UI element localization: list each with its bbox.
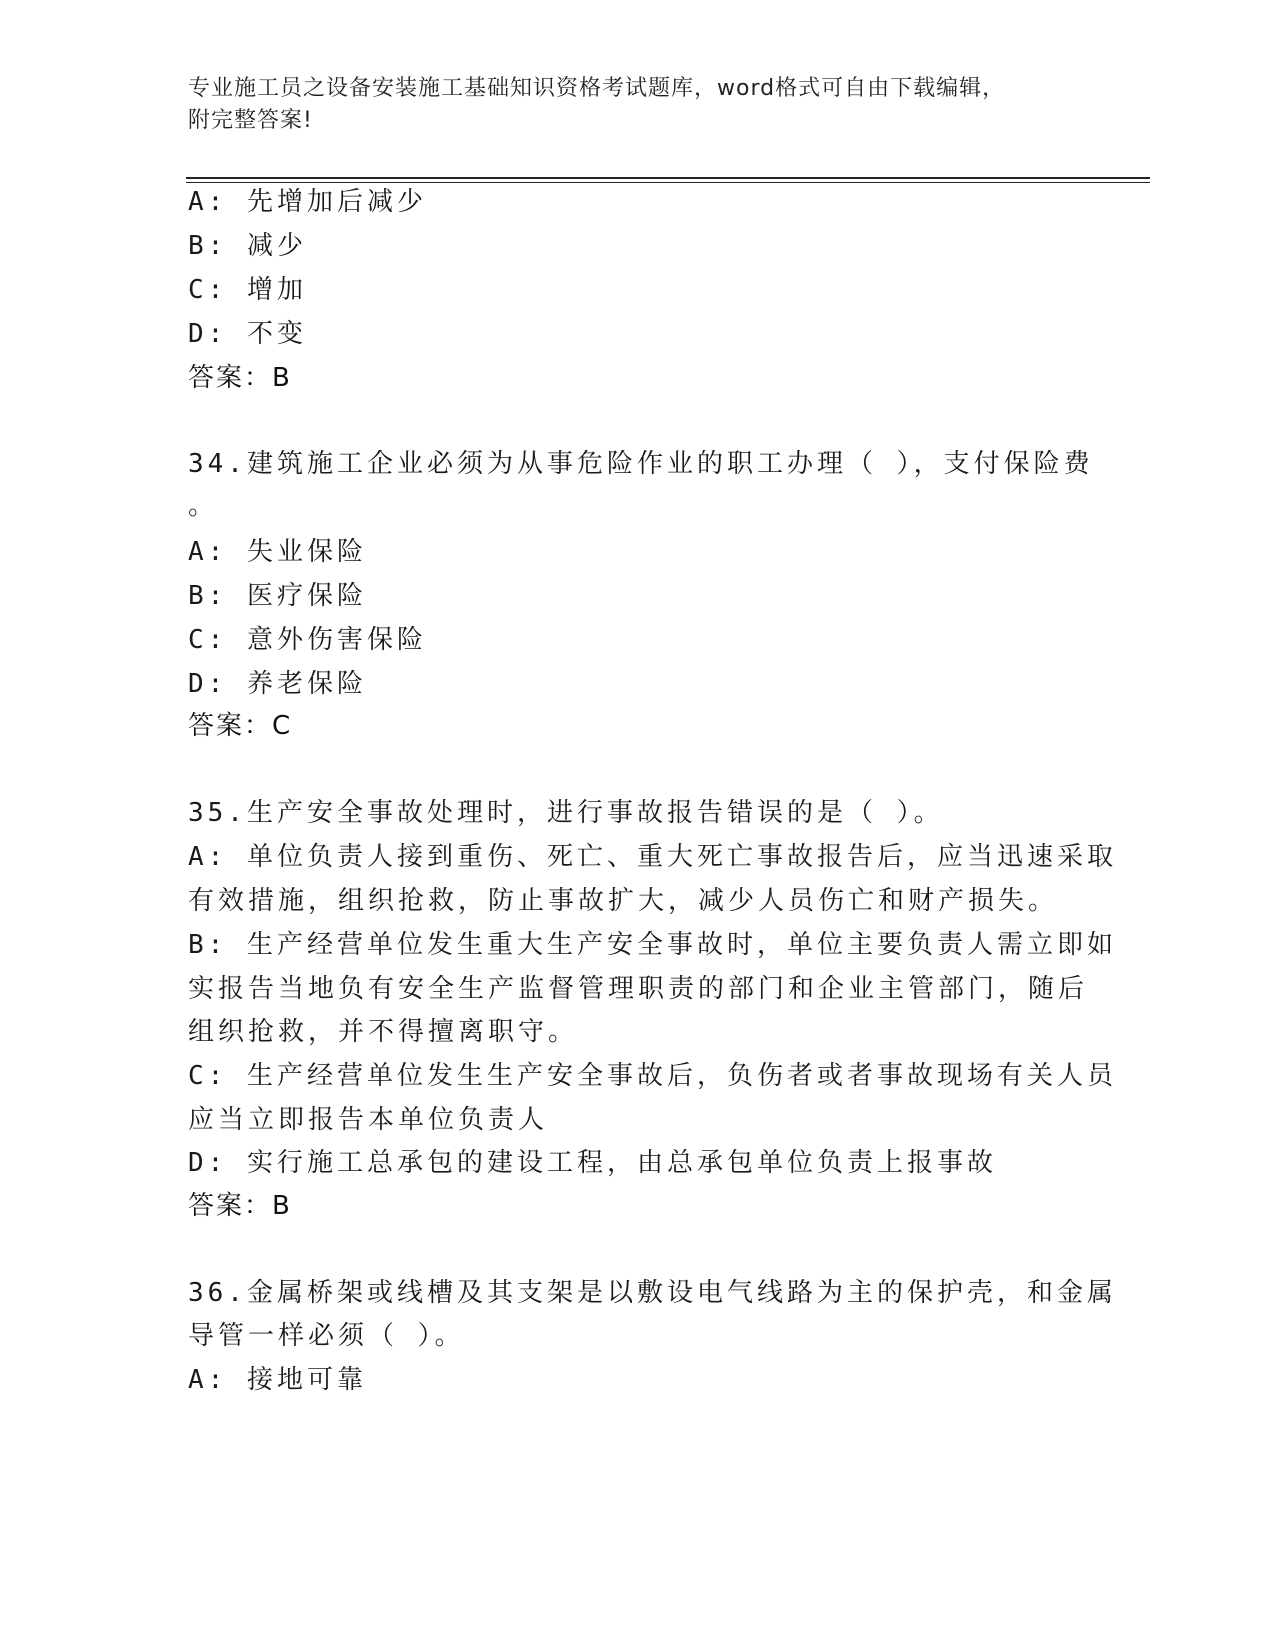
q34-option-a: A: 失业保险 — [188, 537, 367, 567]
q33-option-b: B: 减少 — [188, 231, 307, 261]
q35-option-b-line-1: B: 生产经营单位发生重大生产安全事故时，单位主要负责人需立即如 — [188, 930, 1117, 960]
q35-option-c-line-1: C: 生产经营单位发生生产安全事故后，负伤者或者事故现场有关人员 — [188, 1061, 1117, 1091]
q34-stem-line-1: 34.建筑施工企业必须为从事危险作业的职工办理（ ），支付保险费 — [188, 449, 1094, 479]
q33-option-a: A: 先增加后减少 — [188, 187, 427, 217]
q34-option-c: C: 意外伤害保险 — [188, 625, 427, 655]
q35-stem: 35.生产安全事故处理时，进行事故报告错误的是（ ）。 — [188, 798, 944, 828]
document-header — [188, 73, 1088, 137]
header-line-2: 附完整答案! — [188, 108, 313, 133]
q34-option-b: B: 医疗保险 — [188, 581, 367, 611]
q34-stem-line-2: 。 — [188, 491, 219, 521]
header-line-1: 专业施工员之设备安装施工基础知识资格考试题库，word格式可自由下载编辑， — [188, 76, 1006, 101]
header-divider-thin — [186, 182, 1150, 183]
q36-stem-line-2: 导管一样必须（ ）。 — [188, 1321, 465, 1351]
q35-answer: 答案：B — [188, 1191, 292, 1221]
q36-option-a: A: 接地可靠 — [188, 1365, 367, 1395]
q34-option-d: D: 养老保险 — [188, 669, 367, 699]
q35-option-d: D: 实行施工总承包的建设工程，由总承包单位负责上报事故 — [188, 1148, 997, 1178]
q33-option-d: D: 不变 — [188, 319, 307, 349]
q34-answer: 答案：C — [188, 711, 293, 741]
q35-option-a-line-1: A: 单位负责人接到重伤、死亡、重大死亡事故报告后，应当迅速采取 — [188, 842, 1117, 872]
q35-option-c-line-2: 应当立即报告本单位负责人 — [188, 1105, 549, 1135]
q33-answer: 答案：B — [188, 363, 292, 393]
q35-option-b-line-3: 组织抢救，并不得擅离职守。 — [188, 1017, 579, 1047]
q33-option-c: C: 增加 — [188, 275, 307, 305]
q35-option-b-line-2: 实报告当地负有安全生产监督管理职责的部门和企业主管部门，随后 — [188, 974, 1089, 1004]
q36-stem-line-1: 36.金属桥架或线槽及其支架是以敷设电气线路为主的保护壳，和金属 — [188, 1278, 1117, 1308]
header-divider — [186, 177, 1150, 179]
q35-option-a-line-2: 有效措施，组织抢救，防止事故扩大，减少人员伤亡和财产损失。 — [188, 886, 1059, 916]
